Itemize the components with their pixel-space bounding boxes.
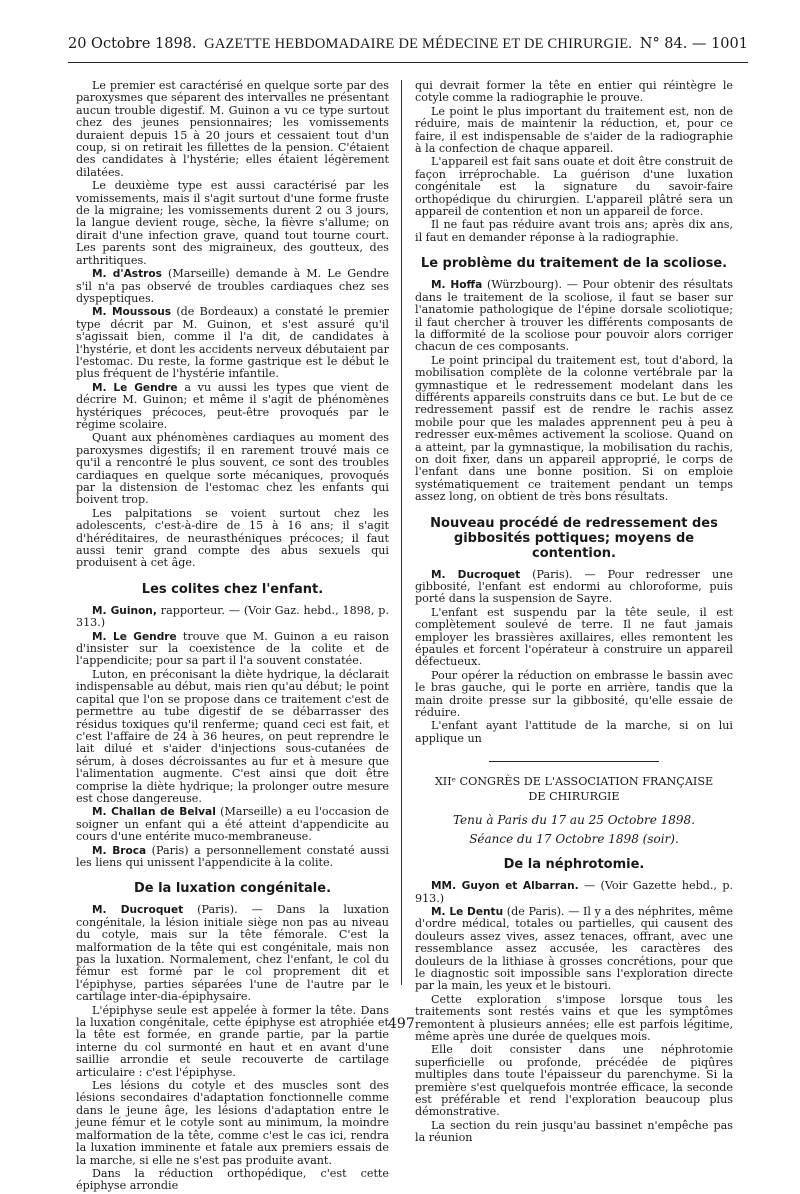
paragraph	[415, 569, 733, 606]
section-heading: Nouveau procédé de redressement des gibbosités pottiques; moyens de contention.	[430, 515, 718, 561]
paragraph	[76, 904, 389, 1003]
speaker-name: M. Ducroquet	[431, 568, 521, 581]
paragraph: L'enfant est suspendu par la tête seule, il est complètement soulevé de terre. Il ne faut jamais employer les brassières axillaires, elles remontent les épaules et forcent l'opérateur à construire un appareil défectueux.	[415, 605, 733, 669]
left-column	[76, 80, 389, 1194]
speaker-text: rapporteur. — (Voir Gaz. hebd., 1898, p. 313.)	[76, 603, 389, 630]
paragraph: Cette exploration s'impose lorsque tous les traitements sont restés vains et que les symptômes remontent à plusieurs années; elle est parfois légitime, même après une durée de quelques mois.	[415, 992, 733, 1043]
speaker-text: (de Bordeaux) a constaté le premier type décrit par M. Guinon, et s'est assuré qu'il s'agissait bien, comme il l'a dit, de candidates à l'hystérie, et dont les accidents nerveux débutaient par l'estomac. Du reste, la forme gastrique est le début le plus fréquent de l'hystérie infantile.	[76, 305, 389, 381]
speaker-text: a vu aussi les types que vient de décrire M. Guinon; et même il s'agit de phénomènes hystériques précoces, peut-être provoqués par le régime scolaire.	[76, 380, 389, 431]
paragraph: La section du rein jusqu'au bassinet n'empêche pas la réunion	[415, 1118, 733, 1145]
paragraph: qui devrait former la tête en entier qui réintègre le cotyle comme la radiographie le prouve.	[415, 79, 733, 105]
paragraph	[415, 279, 733, 353]
paragraph	[76, 631, 389, 668]
speaker-name: M. Le Dentu	[431, 905, 504, 918]
paragraph	[76, 268, 389, 305]
speaker-name: M. Hoffa	[431, 279, 483, 292]
paragraph: Les palpitations se voient surtout chez les adolescents, c'est-à-dire de 15 à 16 ans; il s'agit d'héréditaires, de neurasthéniques précoces; il faut aussi tenir grand compte des abus sexuels qui produisent à cet âge.	[76, 506, 389, 570]
speaker-name: M. Challan de Belval	[92, 806, 216, 819]
speaker-text: (de Paris). — Il y a des néphrites, même d'ordre médical, totales ou partielles, qui causent des douleurs assez vives, assez tenaces, offrant, avec une ressemblance assez accusée, les caractères des douleurs de la lithiase à grosses concrétions, pour que le diagnostic soit impossible sans l'exploration directe par la main, les yeux et le bistouri.	[415, 904, 733, 993]
paragraph: Les lésions du cotyle et des muscles sont des lésions secondaires d'adaptation fonctionnelle comme dans le jeune âge, les lésions d'adaptation entre le jeune fémur et le cotyle sont au minimum, la moindre malformation de la tête, comme c'est le cas ici, rendra la luxation imminente et fatale aux premiers essais de la marche, si elle ne s'est pas produite avant.	[76, 1079, 389, 1167]
speaker-text: (Paris) a personnellement constaté aussi les liens qui unissent l'appendicite à la colite.	[76, 843, 389, 869]
section-heading: Les colites chez l'enfant.	[141, 581, 324, 597]
speaker-name: M. Le Gendre	[92, 381, 178, 394]
paragraph	[415, 906, 733, 993]
speaker-name: M. Moussous	[92, 306, 172, 319]
speaker-text: — (Voir Gazette hebd., p. 913.)	[415, 879, 733, 905]
column-divider	[401, 80, 402, 985]
folio-number: 497	[388, 1016, 415, 1032]
paragraph: Elle doit consister dans une néphrotomie superficielle ou profonde, précédée de piqûres multiples dans toute l'épaisseur du parenchyme. Si la première s'est quelquefois montrée efficace, la seconde est préférable et rend l'exploration beaucoup plus démonstrative.	[415, 1043, 733, 1119]
page-number: 1001	[711, 36, 748, 52]
speaker-text: (Paris). — Pour redresser une gibbosité, l'enfant est endormi au chloroforme, puis porté dans la suspension de Sayre.	[415, 567, 734, 606]
paragraph: Le deuxième type est aussi caractérisé par les vomissements, mais il s'agit surtout d'une forme fruste de la migraine; les vomissements durent 2 ou 3 jours, la langue devient rouge, sèche, la fièvre s'allume; on dirait d'une infection grave, quand tout tourne court. Les parents sont des migraineux, des goutteux, des arthritiques.	[76, 179, 389, 267]
paragraph: Le point principal du traitement est, tout d'abord, la mobilisation complète de la colonne vertébrale par la gymnastique et le redressement modelant dans les différents appareils construits dans ce but. Le but de ce redressement passif est de rendre le rachis assez mobile pour que les malades apprennent peu à peu à redresser eux-mêmes activement la scoliose. Quand on a atteint, par la gymnastique, la mobilisation du rachis, on doit fixer, dans un appareil approprié, le corps de l'enfant dans une bonne position. Si on emploie systématiquement ce traitement pendant un temps assez long, on obtient de très bons résultats.	[415, 353, 733, 504]
speaker-name: M. Le Gendre	[92, 630, 177, 643]
paragraph	[76, 806, 389, 843]
session-date: Séance du 17 Octobre 1898 (soir).	[469, 831, 679, 846]
paragraph: Le premier est caractérisé en quelque sorte par des paroxysmes que séparent des intervalles ne présentant aucun trouble digestif. M. Guinon a vu ce type surtout chez des jeunes pensionnaires; les vomissements duraient depuis 15 à 20 jours et cessaient tout d'un coup, si on retirait les fillettes de la pension. C'étaient des candidates à l'hystérie; elles étaient légèrement dilatées.	[76, 79, 389, 179]
issue-number: N° 84. —	[639, 36, 707, 52]
speaker-name: MM. Guyon et Albarran.	[431, 880, 579, 893]
section-heading: Le problème du traitement de la scoliose.	[420, 256, 728, 272]
journal-title: GAZETTE HEBDOMADAIRE DE MÉDECINE ET DE CHIRURGIE.	[204, 36, 633, 52]
congress-line: DE CHIRURGIE	[528, 790, 620, 804]
section-rule	[489, 761, 659, 762]
speaker-text: (Paris). — Dans la luxation congénitale, la lésion initiale siège non pas au niveau du cotyle, mais sur la tête fémorale. C'est la malformation de la tête qui est congénitale, mais non pas la luxation. Normalement, chez l'enfant, le col du fémur est formé par le col proprement dit et l'épiphyse, parties séparées l'une de l'autre par le cartilage inter-dia-épiphysaire.	[76, 903, 389, 1004]
congress-line: XIIᵉ CONGRÈS DE L'ASSOCIATION FRANÇAISE	[434, 775, 714, 789]
paragraph	[76, 605, 389, 630]
paragraph: Quant aux phénomènes cardiaques au moment des paroxysmes digestifs; il en rarement trouvé mais ce qu'il a rencontré le plus souvent, ce sont des troubles cardiaques en quelque sorte mécaniques, provoqués par la distension de l'estomac chez les enfants qui boivent trop.	[76, 431, 389, 507]
speaker-text: (Marseille) a eu l'occasion de soigner un enfant qui a été atteint d'appendicite au cours d'une entérite muco-membraneuse.	[76, 805, 389, 844]
paragraph: L'épiphyse seule est appelée à former la tête. Dans la luxation congénitale, cette épiphyse est atrophiée et la tête est formée, en grande partie, par la partie interne du col surmonté en haut et en avant d'une saillie arrondie et seule recouverte de cartilage articulaire : c'est l'épiphyse.	[76, 1003, 389, 1079]
section-heading: De la luxation congénitale.	[133, 881, 332, 897]
paragraph: L'appareil est fait sans ouate et doit être construit de façon irréprochable. La guérison d'une luxation congénitale est la signature du savoir-faire orthopédique du chirurgien. L'appareil plâtré sera un appareil de contention et non un appareil de force.	[415, 155, 733, 219]
header-page	[640, 36, 748, 52]
paragraph: Pour opérer la réduction on embrasse le bassin avec le bras gauche, qui le porte en arrière, tandis que la main droite presse sur la gibbosité, qu'elle essaie de réduire.	[415, 668, 733, 720]
paragraph: Dans la réduction orthopédique, c'est cette épiphyse arrondie	[76, 1166, 389, 1193]
speaker-name: M. Guinon,	[92, 604, 157, 617]
section-heading: De la néphrotomie.	[503, 857, 645, 873]
speaker-text: (Würzbourg). — Pour obtenir des résultats dans le traitement de la scoliose, il faut se baser sur l'anatomie pathologique de l'épine dorsale scoliotique; il faut chercher à trouver les différents composants de la difformité de la scoliose pour pouvoir alors corriger chacun de ces composants.	[415, 278, 733, 354]
speaker-name: M. Ducroquet	[92, 904, 184, 917]
paragraph: L'enfant ayant l'attitude de la marche, si on lui applique un	[415, 719, 733, 745]
paragraph: Il ne faut pas réduire avant trois ans; après dix ans, il faut en demander réponse à la radiographie.	[415, 218, 733, 244]
speaker-text: trouve que M. Guinon a eu raison d'insister sur la coexistence de la colite et de l'appendicite; pour sa part il l'a souvent constatée.	[76, 629, 389, 668]
speaker-name: M. d'Astros	[92, 268, 162, 281]
speaker-name: M. Broca	[92, 844, 147, 857]
running-header	[68, 36, 748, 63]
paragraph	[76, 306, 389, 380]
paragraph: Le point le plus important du traitement est, non de réduire, mais de maintenir la réduction, et, pour ce faire, il est indispensable de s'aider de la radiographie à la confection de chaque appareil.	[415, 104, 733, 156]
paragraph	[415, 880, 733, 905]
paragraph: Luton, en préconisant la diète hydrique, la déclarait indispensable au début, mais rien qu'au début; le point capital que l'on se propose dans ce traitement c'est de permettre au tube digestif de se débarrasser des résidus toxiques qu'il renferme; quand ceci est fait, et c'est l'affaire de 24 à 36 heures, on peut reprendre le lait dilué et s'aider d'injections sous-cutanées de sérum, à doses décroissantes au fur et à mesure que l'alimentation augmente. C'est ainsi que doit être comprise la diète hydrique; la prolonger outre mesure est chose dangereuse.	[76, 667, 389, 805]
speaker-text: (Marseille) demande à M. Le Gendre s'il n'a pas observé de troubles cardiaques chez ses dyspeptiques.	[76, 267, 389, 305]
congress-dates: Tenu à Paris du 17 au 25 Octobre 1898.	[452, 813, 696, 828]
header-date: 20 Octobre 1898.	[68, 36, 197, 52]
congress-title	[415, 774, 733, 804]
right-column	[415, 80, 733, 1146]
paragraph	[76, 845, 389, 870]
paragraph	[76, 382, 389, 432]
